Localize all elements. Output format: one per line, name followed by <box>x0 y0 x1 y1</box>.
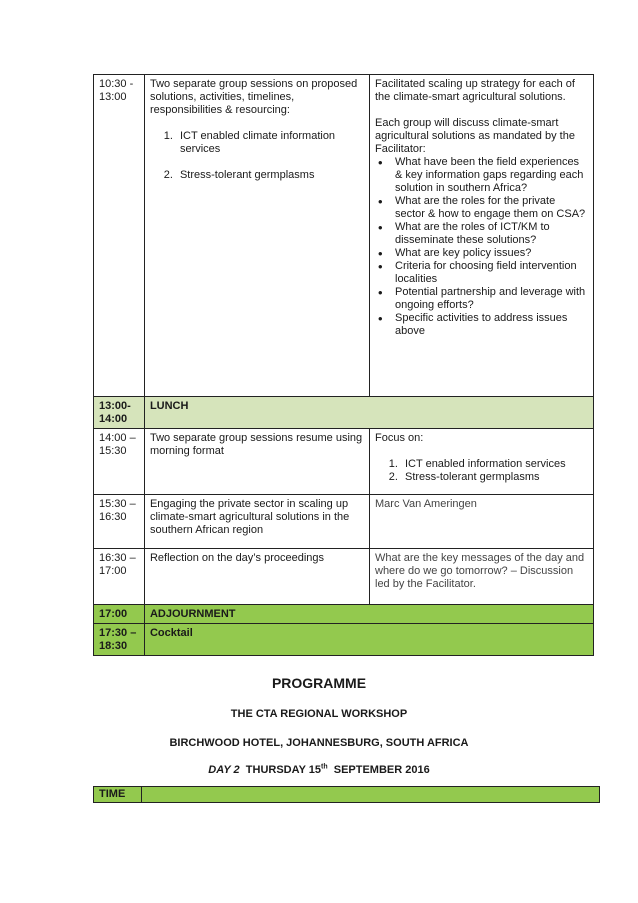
notes-text: Focus on: <box>375 432 424 444</box>
session-text: Reflection on the day’s proceedings <box>149 552 325 564</box>
list-item: 2. Stress-tolerant germplasms <box>176 169 364 182</box>
table-row <box>94 75 594 397</box>
table-header-row <box>94 787 600 803</box>
session-cell <box>144 75 369 397</box>
programme-title: PROGRAMME <box>271 675 367 691</box>
list-item: • Criteria for choosing field intervention localities <box>395 260 588 286</box>
notes-cell <box>370 495 594 549</box>
time-text: 15:30 – 16:30 <box>99 498 136 523</box>
list-item: 1. ICT enabled climate information services <box>176 130 364 156</box>
table-row <box>94 397 594 429</box>
list-item: • What are the roles for the private sector & how to engage them on CSA? <box>395 195 588 221</box>
notes-text: Each group will discuss climate-smart agricultural solutions as mandated by the Facilitator: <box>375 117 575 155</box>
list-item: 1. ICT enabled information services <box>401 458 588 471</box>
date-suffix-sup: th <box>321 763 328 771</box>
session-cell <box>144 429 369 495</box>
notes-list <box>375 458 588 484</box>
list-item: • What are key policy issues? <box>395 247 588 260</box>
session-text: Two separate group sessions resume using morning format <box>149 432 363 457</box>
time-cell <box>94 624 145 656</box>
session-text: LUNCH <box>149 400 189 412</box>
time-header: TIME <box>94 787 142 803</box>
day-label: DAY 2 <box>208 764 240 776</box>
session-cell <box>144 549 369 605</box>
time-text: 17:00 <box>99 608 128 620</box>
session-cell <box>144 397 593 429</box>
table-row <box>94 549 594 605</box>
time-text: 10:30 - 13:00 <box>99 78 134 103</box>
time-cell <box>94 397 145 429</box>
table-row <box>94 624 594 656</box>
session-cell <box>144 605 593 624</box>
time-cell <box>94 75 145 397</box>
time-text: 13:00-14:00 <box>99 400 131 425</box>
notes-cell <box>370 75 594 397</box>
notes-text: What are the key messages of the day and where do we go tomorrow? – Discussion led by the Facilitator. <box>375 552 585 590</box>
session-list <box>150 130 364 182</box>
session-text: ADJOURNMENT <box>149 608 236 620</box>
notes-cell <box>370 549 594 605</box>
notes-text: Marc Van Ameringen <box>375 498 477 510</box>
list-item: • What are the roles of ICT/KM to disseminate these solutions? <box>395 221 588 247</box>
session-cell <box>144 495 369 549</box>
session-text: Two separate group sessions on proposed solutions, activities, timelines, responsibilities & resourcing: <box>149 78 358 116</box>
session-cell <box>144 624 593 656</box>
time-text: 17:30 – 18:30 <box>99 627 137 652</box>
notes-text: Facilitated scaling up strategy for each of the climate-smart agricultural solutions. <box>375 78 575 103</box>
date-prefix: THURSDAY 15 <box>245 764 321 776</box>
list-item: • What have been the field experiences & key information gaps regarding each solution in southern Africa? <box>395 156 588 195</box>
day-heading <box>0 764 638 777</box>
time-cell <box>94 495 145 549</box>
time-cell <box>94 549 145 605</box>
list-item: 2. Stress-tolerant germplasms <box>401 471 588 484</box>
table-row <box>94 605 594 624</box>
time-cell <box>94 429 145 495</box>
time-cell <box>94 605 145 624</box>
notes-bullet-list <box>375 156 588 338</box>
location-line: BIRCHWOOD HOTEL, JOHANNESBURG, SOUTH AFRICA <box>169 737 469 749</box>
time-text: 14:00 – 15:30 <box>99 432 136 457</box>
day1-schedule-table <box>93 74 594 656</box>
workshop-title: THE CTA REGIONAL WORKSHOP <box>230 708 408 720</box>
header-cell <box>142 787 600 803</box>
date-month-year: SEPTEMBER 2016 <box>333 764 430 776</box>
list-item: • Potential partnership and leverage with ongoing efforts? <box>395 286 588 312</box>
table-row <box>94 429 594 495</box>
session-text: Engaging the private sector in scaling up climate-smart agricultural solutions in the southern African region <box>149 498 350 536</box>
time-text: 16:30 – 17:00 <box>99 552 136 577</box>
session-text: Cocktail <box>149 627 193 639</box>
list-item: • Specific activities to address issues above <box>395 312 588 338</box>
day2-schedule-table <box>93 786 600 803</box>
notes-cell <box>370 429 594 495</box>
table-row <box>94 495 594 549</box>
